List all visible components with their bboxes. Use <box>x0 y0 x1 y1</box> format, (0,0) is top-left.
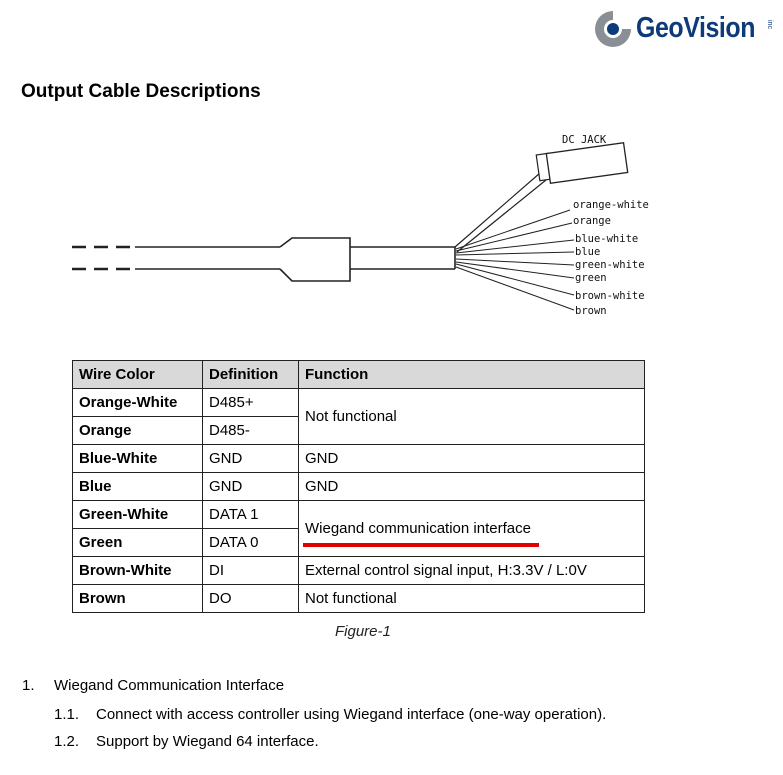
dc-jack-label: DC JACK <box>562 134 607 146</box>
logo-brand-text: GeoVision <box>636 12 756 44</box>
table-row <box>73 585 645 613</box>
cell-definition: GND <box>203 445 299 473</box>
cell-color: Blue-White <box>73 445 203 473</box>
cell-color: Blue <box>73 473 203 501</box>
cell-color: Brown <box>73 585 203 613</box>
table-row <box>73 557 645 585</box>
list-item <box>54 706 606 723</box>
table-row <box>73 445 645 473</box>
logo-inc-text: inc <box>766 20 773 29</box>
list-item <box>54 733 319 750</box>
cell-function: GND <box>299 473 645 501</box>
cell-function-orange: Not functional <box>299 389 645 445</box>
wire-label-brown: brown <box>575 305 607 317</box>
cell-definition: DATA 1 <box>203 501 299 529</box>
cell-color: Orange <box>73 417 203 445</box>
cell-color: Green-White <box>73 501 203 529</box>
cell-color: Orange-White <box>73 389 203 417</box>
cell-color: Brown-White <box>73 557 203 585</box>
cable-diagram <box>60 128 660 328</box>
list-number: 1.2. <box>54 733 80 750</box>
wire-fanout <box>456 210 574 310</box>
cell-definition: D485+ <box>203 389 299 417</box>
header-wire-color: Wire Color <box>73 361 203 389</box>
list-item <box>22 677 284 694</box>
header-function: Function <box>299 361 645 389</box>
cell-definition: DI <box>203 557 299 585</box>
red-underline-annotation <box>303 543 539 547</box>
table-row <box>73 501 645 529</box>
page-heading: Output Cable Descriptions <box>21 81 261 102</box>
table-header-row <box>73 361 645 389</box>
table-row <box>73 389 645 417</box>
table-row <box>73 473 645 501</box>
header-definition: Definition <box>203 361 299 389</box>
wire-label-green-white: green-white <box>575 259 645 271</box>
wire-label-blue: blue <box>575 246 601 258</box>
cell-function-green <box>299 501 645 557</box>
list-text: Support by Wiegand 64 interface. <box>96 733 319 750</box>
list-text: Wiegand Communication Interface <box>54 677 285 694</box>
cell-definition: GND <box>203 473 299 501</box>
figure-caption: Figure-1 <box>335 623 391 640</box>
list-number: 1. <box>22 677 35 694</box>
wire-label-orange-white: orange-white <box>573 199 649 211</box>
wire-table <box>72 360 645 613</box>
cell-definition: DO <box>203 585 299 613</box>
wire-label-green: green <box>575 272 607 284</box>
wire-label-brown-white: brown-white <box>575 290 645 302</box>
list-number: 1.1. <box>54 706 80 723</box>
geovision-logo <box>592 6 778 52</box>
cell-color: Green <box>73 529 203 557</box>
wire-label-blue-white: blue-white <box>575 233 639 245</box>
cell-definition: D485- <box>203 417 299 445</box>
wiegand-highlight <box>305 520 531 537</box>
geovision-logo-icon <box>592 8 634 50</box>
cell-function: GND <box>299 445 645 473</box>
cell-function: External control signal input, H:3.3V / L:0V <box>299 557 645 585</box>
wire-label-orange: orange <box>573 215 611 227</box>
wiegand-function-text: Wiegand communication interface <box>305 520 531 537</box>
strain-relief <box>280 238 350 281</box>
cell-definition: DATA 0 <box>203 529 299 557</box>
list-text: Connect with access controller using Wiegand interface (one-way operation). <box>96 706 607 723</box>
cell-function: Not functional <box>299 585 645 613</box>
